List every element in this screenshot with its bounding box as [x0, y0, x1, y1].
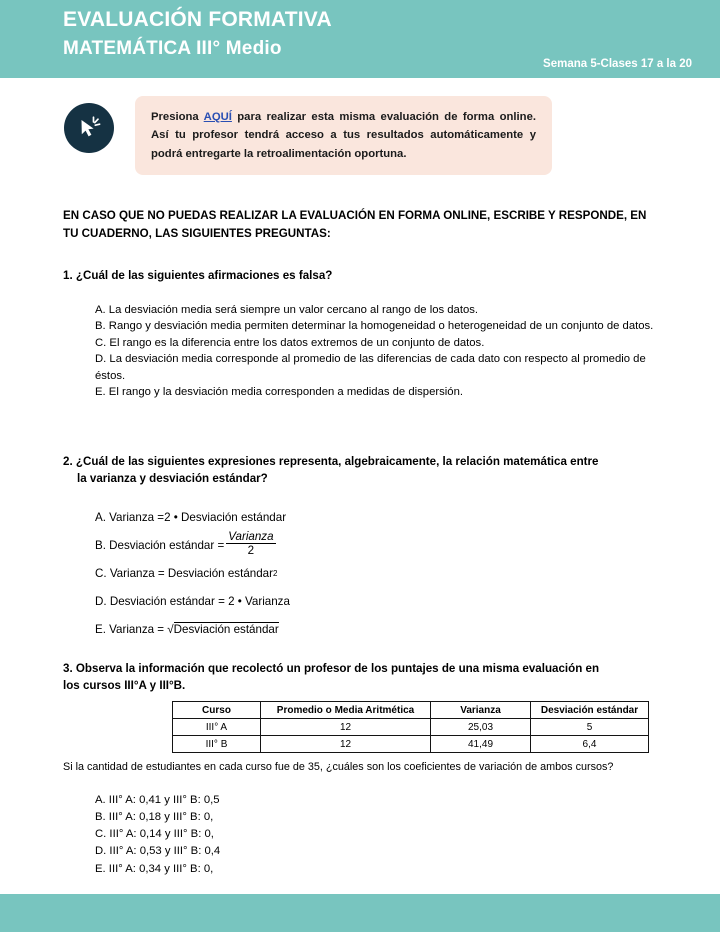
question-1-stem	[63, 267, 663, 284]
table-cell: 12	[261, 736, 431, 753]
option-item[interactable]: D. III° A: 0,53 y III° B: 0,4	[95, 845, 221, 858]
option-item[interactable]: D. La desviación media corresponde al promedio de las diferencias de cada dato con respecto al promedio de éstos.	[95, 353, 646, 382]
option-d-text: D. Desviación estándar = 2 • Varianza	[95, 594, 290, 608]
option-item[interactable]: B. Rango y desviación media permiten determinar la homogeneidad o heterogeneidad de un conjunto de datos.	[95, 320, 654, 333]
question-2-line-1	[63, 453, 663, 470]
option-item[interactable]	[95, 615, 495, 643]
aqui-link[interactable]: AQUÍ	[203, 111, 232, 123]
question-2-text-line1: ¿Cuál de las siguientes expresiones representa, algebraicamente, la relación matemática entre	[75, 455, 599, 468]
question-2-options	[95, 503, 495, 643]
header-title-primary: EVALUACIÓN FORMATIVA	[63, 8, 332, 31]
table-cell: 5	[531, 719, 649, 736]
question-1-text: ¿Cuál de las siguientes afirmaciones es falsa?	[75, 269, 333, 282]
option-a-text: A. Varianza =2 • Desviación estándar	[95, 510, 287, 524]
click-cursor-icon	[64, 103, 114, 153]
table-row	[173, 719, 649, 736]
table-header-row	[173, 702, 649, 719]
square-root-radicand: Desviación estándar	[173, 623, 279, 636]
table-header-cell: Varianza	[431, 702, 531, 719]
question-3-text-line2: los cursos III°A y III°B.	[63, 679, 186, 693]
option-item[interactable]	[95, 559, 495, 587]
table-header-cell: Desviación estándar	[531, 702, 649, 719]
table-cell: 12	[261, 719, 431, 736]
option-item[interactable]: A. III° A: 0,41 y III° B: 0,5	[95, 794, 220, 806]
option-c-exponent: 2	[272, 568, 278, 578]
question-1-options	[95, 302, 675, 400]
online-evaluation-callout	[135, 96, 552, 175]
callout-text	[151, 108, 536, 163]
option-item[interactable]	[95, 503, 495, 531]
callout-text-after-link: para realizar esta misma evaluación de forma online. Así tu profesor tendrá acceso a tus resultados automáticamente y podrá entregarte la retroalimentación oportuna.	[151, 111, 536, 160]
table-header-cell: Promedio o Media Aritmética	[261, 702, 431, 719]
question-2-text-line2: la varianza y desviación estándar?	[77, 472, 268, 486]
fraction-denominator: 2	[226, 543, 275, 557]
page-footer	[0, 894, 720, 932]
course-statistics-table	[172, 701, 649, 753]
table-cell: III° A	[173, 719, 261, 736]
option-item[interactable]	[95, 531, 495, 559]
page-header	[0, 0, 720, 78]
option-item[interactable]: E. El rango y la desviación media corresponden a medidas de dispersión.	[95, 385, 463, 398]
question-3-followup: Si la cantidad de estudiantes en cada curso fue de 35, ¿cuáles son los coeficientes de variación de ambos cursos?	[63, 761, 614, 773]
option-e-prefix: E. Varianza = √	[95, 622, 174, 636]
question-3-options	[95, 792, 495, 878]
table-row	[173, 736, 649, 753]
option-b-prefix: B. Desviación estándar =	[95, 538, 225, 552]
question-3-stem	[63, 660, 663, 695]
header-title-secondary: MATEMÁTICA III° Medio	[63, 38, 282, 59]
table-header-cell: Curso	[173, 702, 261, 719]
question-1-number: 1.	[63, 269, 73, 282]
option-item[interactable]: A. La desviación media será siempre un valor cercano al rango de los datos.	[95, 304, 479, 316]
question-2-number: 2.	[63, 455, 73, 468]
variance-over-two-fraction	[226, 530, 275, 557]
table-cell: 6,4	[531, 736, 649, 753]
callout-text-before-link: Presiona	[151, 111, 204, 123]
table-cell: 25,03	[431, 719, 531, 736]
question-3-text-line1: Observa la información que recolectó un profesor de los puntajes de una misma evaluación en	[75, 662, 600, 675]
instruction-text: EN CASO QUE NO PUEDAS REALIZAR LA EVALUACIÓN EN FORMA ONLINE, ESCRIBE Y RESPONDE, EN TU CUADERNO, LAS SIGUIENTES PREGUNTAS:	[63, 209, 647, 240]
header-week-label: Semana 5-Clases 17 a la 20	[543, 58, 692, 70]
option-item[interactable]: E. III° A: 0,34 y III° B: 0,	[95, 862, 214, 875]
question-2-stem	[63, 453, 663, 488]
table-cell: 41,49	[431, 736, 531, 753]
option-item[interactable]: B. III° A: 0,18 y III° B: 0,	[95, 811, 214, 824]
table-cell: III° B	[173, 736, 261, 753]
option-item[interactable]: C. El rango es la diferencia entre los datos extremos de un conjunto de datos.	[95, 336, 485, 349]
question-3-line-1	[63, 660, 663, 677]
option-c-text: C. Varianza = Desviación estándar	[95, 566, 273, 580]
option-item[interactable]	[95, 587, 495, 615]
question-3-number: 3.	[63, 662, 73, 675]
option-item[interactable]: C. III° A: 0,14 y III° B: 0,	[95, 828, 214, 841]
fraction-numerator: Varianza	[228, 530, 274, 544]
